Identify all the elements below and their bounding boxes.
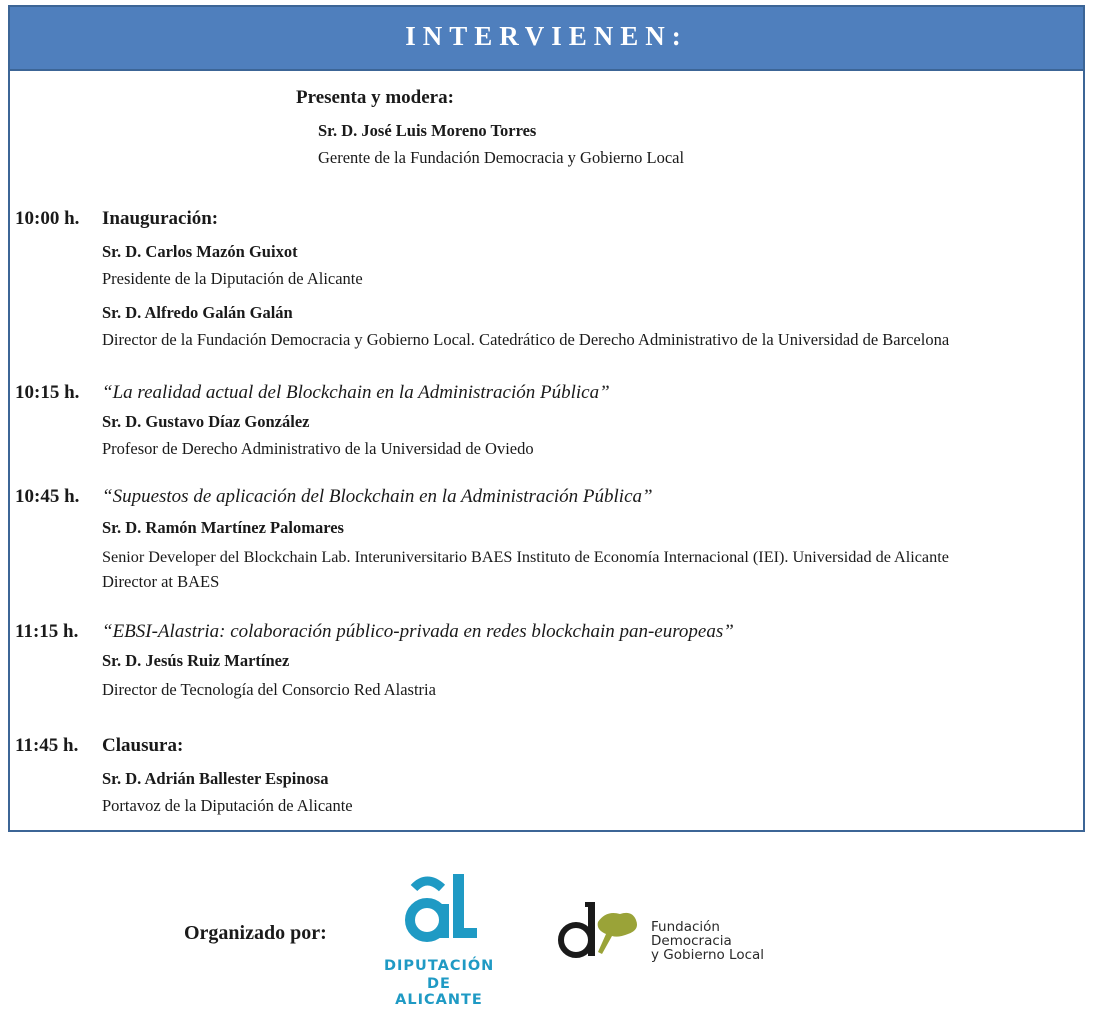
speaker-role: Profesor de Derecho Administrativo de la Universidad de Oviedo — [102, 439, 534, 458]
session-time: 10:00 h. — [15, 208, 80, 229]
panel-title: INTERVIENEN: — [405, 21, 688, 51]
speaker-role-line2: Director at BAES — [102, 572, 220, 591]
speaker-role: Portavoz de la Diputación de Alicante — [102, 796, 353, 815]
speaker-role: Director de Tecnología del Consorcio Red Alastria — [102, 680, 436, 699]
moderator-label: Presenta y modera: — [296, 87, 454, 108]
session-time: 10:15 h. — [15, 382, 80, 403]
fundacion-logo-line1: Fundación — [651, 919, 720, 935]
speaker-name: Sr. D. Ramón Martínez Palomares — [102, 518, 344, 537]
speaker-role: Presidente de la Diputación de Alicante — [102, 269, 363, 288]
speaker-role: Director de la Fundación Democracia y Gobierno Local. Catedrático de Derecho Administrativo de la Universidad de Barcelona — [102, 330, 950, 349]
session-title: Clausura: — [102, 735, 184, 756]
speakers-panel — [8, 5, 1085, 832]
diputacion-mark-icon — [384, 868, 494, 948]
fundacion-logo — [556, 898, 776, 962]
speaker-name: Sr. D. Jesús Ruiz Martínez — [102, 651, 290, 670]
fundacion-logo-line3: y Gobierno Local — [651, 947, 765, 963]
moderator-role: Gerente de la Fundación Democracia y Gobierno Local — [318, 148, 685, 167]
session-title: “La realidad actual del Blockchain en la Administración Pública” — [102, 382, 610, 403]
speaker-role: Senior Developer del Blockchain Lab. Interuniversitario BAES Instituto de Economía Internacional (IEI). Universidad de Alicante — [102, 548, 949, 566]
session-time: 10:45 h. — [15, 486, 80, 507]
diputacion-logo-line2: DE ALICANTE — [395, 976, 483, 1008]
speaker-name: Sr. D. Gustavo Díaz González — [102, 412, 310, 431]
organized-by-label: Organizado por: — [184, 922, 327, 944]
panel-header — [10, 7, 1083, 71]
diputacion-logo-line1: DIPUTACIÓN — [384, 958, 495, 974]
fundacion-logo-line2: Democracia — [651, 933, 732, 949]
session-title: “Supuestos de aplicación del Blockchain en la Administración Pública” — [102, 486, 653, 507]
session-time: 11:45 h. — [15, 735, 79, 756]
moderator-name: Sr. D. José Luis Moreno Torres — [318, 121, 537, 140]
session-title: Inauguración: — [102, 208, 219, 229]
fundacion-mark-icon — [556, 898, 646, 962]
speaker-name: Sr. D. Carlos Mazón Guixot — [102, 242, 298, 261]
speaker-name: Sr. D. Alfredo Galán Galán — [102, 303, 293, 322]
diputacion-alicante-logo — [384, 868, 495, 1008]
speaker-name: Sr. D. Adrián Ballester Espinosa — [102, 769, 329, 788]
session-time: 11:15 h. — [15, 621, 79, 642]
session-title: “EBSI-Alastria: colaboración público-privada en redes blockchain pan-europeas” — [102, 621, 734, 642]
